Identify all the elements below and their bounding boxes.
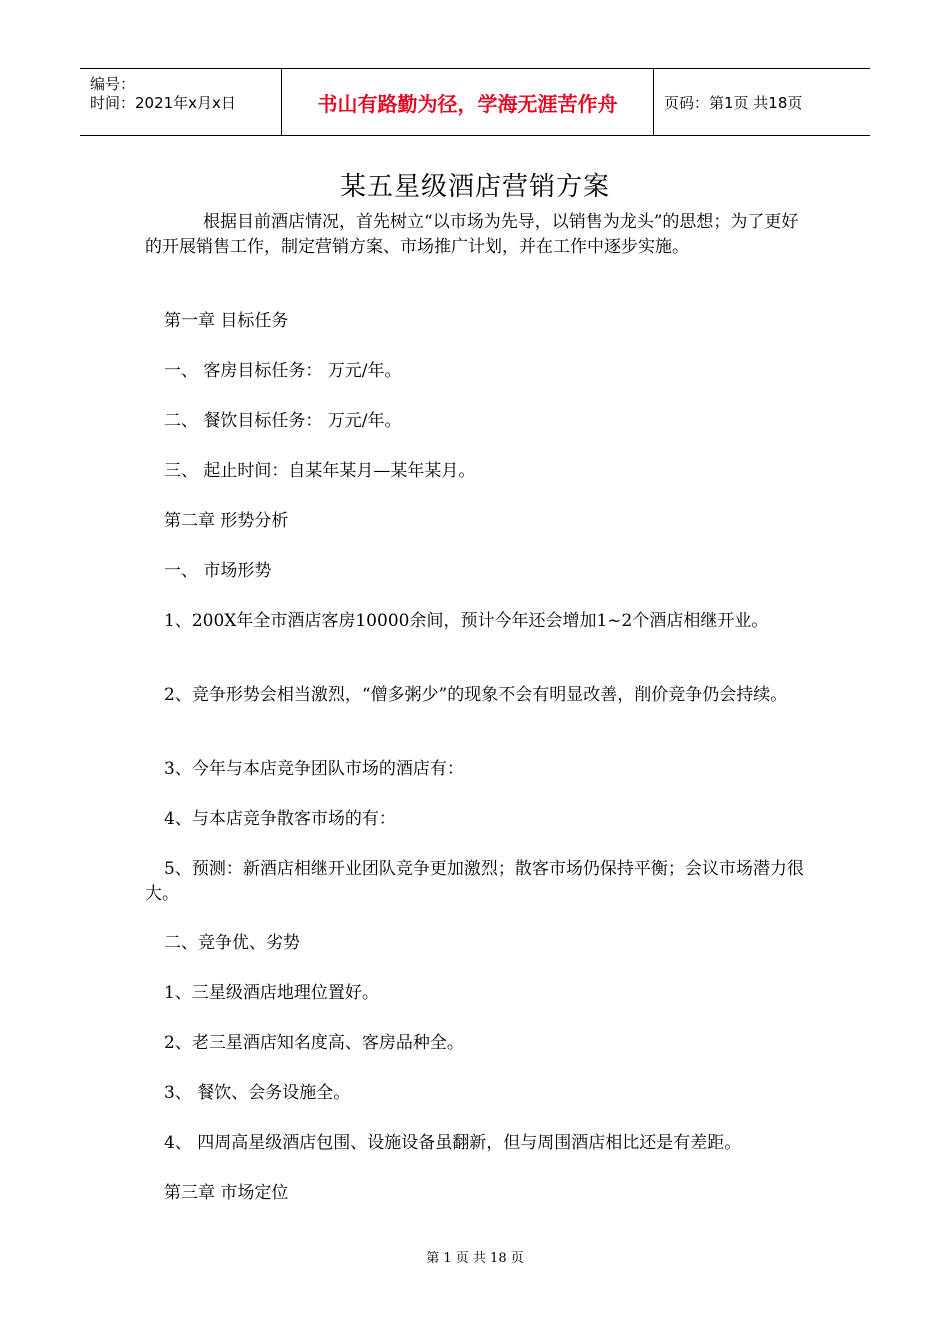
header-page-info: 页码：第1页 共18页 bbox=[664, 93, 803, 112]
chapter-heading: 第三章 市场定位 bbox=[164, 1183, 289, 1203]
section-heading: 一、 市场形势 bbox=[164, 561, 272, 581]
list-item: 4、与本店竞争散客市场的有： bbox=[164, 809, 396, 829]
page-footer: 第 1 页 共 18 页 bbox=[426, 1251, 524, 1266]
list-item: 1、200X年全市酒店客房10000余间，预计今年还会增加1~2个酒店相继开业。 bbox=[164, 611, 769, 631]
list-item: 二、 餐饮目标任务： 万元/年。 bbox=[164, 411, 402, 431]
list-item: 2、老三星酒店知名度高、客房品种全。 bbox=[164, 1033, 464, 1053]
chapter-heading: 第二章 形势分析 bbox=[164, 511, 289, 531]
list-item: 3、 餐饮、会务设施全。 bbox=[164, 1083, 351, 1103]
list-item: 4、 四周高星级酒店包围、设施设备虽翻新，但与周围酒店相比还是有差距。 bbox=[164, 1133, 742, 1153]
chapter-heading: 第一章 目标任务 bbox=[164, 311, 289, 331]
list-item: 1、三星级酒店地理位置好。 bbox=[164, 983, 379, 1003]
intro-paragraph: 根据目前酒店情况，首先树立“以市场为先导，以销售为龙头”的思想；为了更好的开展销售工作，制定营销方案、市场推广计划，并在工作中逐步实施。 bbox=[145, 212, 799, 257]
list-item: 三、 起止时间：自某年某月—某年某月。 bbox=[164, 461, 476, 481]
header-motto: 书山有路勤为径，学海无涯苦作舟 bbox=[282, 69, 654, 135]
list-item: 3、今年与本店竞争团队市场的酒店有： bbox=[164, 759, 464, 779]
header-meta-cell bbox=[80, 69, 282, 135]
section-heading: 二、竞争优、劣势 bbox=[164, 933, 300, 953]
list-item: 2、竞争形势会相当激烈，“僧多粥少”的现象不会有明显改善，削价竞争仍会持续。 bbox=[164, 685, 788, 705]
list-item: 5、预测：新酒店相继开业团队竞争更加激烈；散客市场仍保持平衡；会议市场潜力很大。 bbox=[145, 859, 804, 904]
time-label: 时间：2021年x月x日 bbox=[90, 94, 236, 112]
number-label: 编号： bbox=[90, 75, 136, 93]
document-title: 某五星级酒店营销方案 bbox=[339, 172, 610, 202]
list-item: 一、 客房目标任务： 万元/年。 bbox=[164, 361, 402, 381]
document-header bbox=[80, 68, 870, 136]
